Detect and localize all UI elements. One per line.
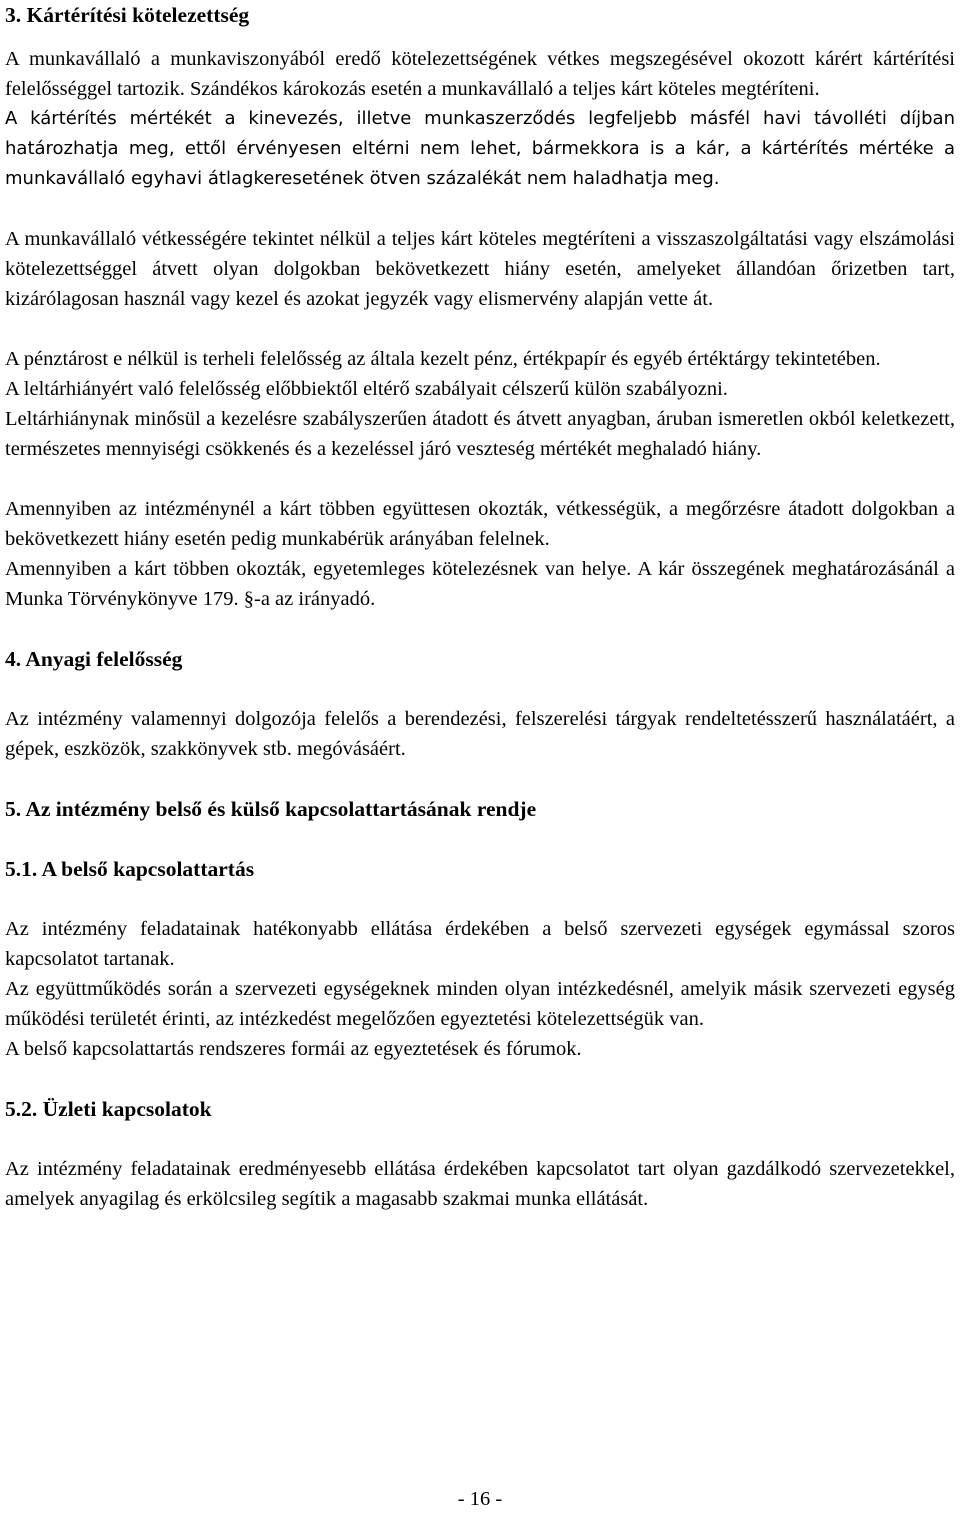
- section-5-heading: 5. Az intézmény belső és külső kapcsolattartásának rendje: [5, 797, 537, 821]
- paragraph-regular-forms: A belső kapcsolattartás rendszeres formái az egyeztetések és fórumok.: [5, 1038, 582, 1060]
- page-number: - 16 -: [457, 1488, 503, 1510]
- section-5-1-heading: 5.1. A belső kapcsolattartás: [5, 857, 255, 881]
- paragraph-coordination-obligation: Az együttműködés során a szervezeti egységeknek minden olyan intézkedésnél, amelyik másik szervezeti egység működési területét érinti, az intézkedést megelőzően egyeztetési kötelezettségük van.: [5, 978, 955, 1030]
- paragraph-cashier-liability: A pénztárost e nélkül is terheli felelősség az általa kezelt pénz, értékpapír és egyéb értéktárgy tekintetében.: [5, 348, 881, 370]
- paragraph-compensation-amount: A kártérítés mértékét a kinevezés, illetve munkaszerződés legfeljebb másfél havi távolléti díjban határozhatja meg, ettől érvényesen eltérni nem lehet, bármekkora is a kár, a kártérítés mértéke a munkavállaló egyhavi átlagkeresetének ötven százalékát nem haladhatja meg.: [5, 108, 955, 189]
- paragraph-inventory-shortage-rules: A leltárhiányért való felelősség előbbiektől eltérő szabályait célszerű külön szabályozni.: [5, 378, 728, 400]
- paragraph-inventory-shortage-definition: Leltárhiánynak minősül a kezelésre szabályszerűen átadott és átvett anyagban, áruban ismeretlen okból keletkezett, természetes mennyiségi csökkenés és a kezeléssel járó veszteség mértékét meghaladó hiány.: [5, 408, 955, 460]
- document-page: [5, 0, 955, 1214]
- paragraph-joint-liability: Amennyiben a kárt többen okozták, egyetemleges kötelezésnek van helye. A kár összegének meghatározásánál a Munka Törvénykönyve 179. §-a az irányadó.: [5, 558, 955, 610]
- section-5-2-heading: 5.2. Üzleti kapcsolatok: [5, 1097, 212, 1121]
- paragraph-damage-liability: A munkavállaló a munkaviszonyából eredő kötelezettségének vétkes megszegésével okozott kárért kártérítési felelősséggel tartozik. Szándékos károkozás esetén a munkavállaló a teljes kárt köteles megtéríteni.: [5, 48, 955, 100]
- paragraph-joint-damage: Amennyiben az intézménynél a kárt többen együttesen okozták, vétkességük, a megőrzésre átadott dolgokban a bekövetkezett hiány esetén pedig munkabérük arányában felelnek.: [5, 498, 955, 550]
- section-4-heading: 4. Anyagi felelősség: [5, 647, 183, 671]
- paragraph-internal-cooperation: Az intézmény feladatainak hatékonyabb ellátása érdekében a belső szervezeti egységek egymással szoros kapcsolatot tartanak.: [5, 918, 955, 970]
- paragraph-full-liability: A munkavállaló vétkességére tekintet nélkül a teljes kárt köteles megtéríteni a visszaszolgáltatási vagy elszámolási kötelezettséggel átvett olyan dolgokban bekövetkezett hiány esetén, amelyeket állandóan őrizetben tart, kizárólagosan használ vagy kezel és azokat jegyzék vagy elismervény alapján vette át.: [5, 228, 955, 310]
- paragraph-business-relations: Az intézmény feladatainak eredményesebb ellátása érdekében kapcsolatot tart olyan gazdálkodó szervezetekkel, amelyek anyagilag és erkölcsileg segítik a magasabb szakmai munka ellátását.: [5, 1158, 955, 1210]
- paragraph-material-liability: Az intézmény valamennyi dolgozója felelős a berendezési, felszerelési tárgyak rendeltetésszerű használatáért, a gépek, eszközök, szakkönyvek stb. megóvásáért.: [5, 708, 955, 760]
- section-3-heading: 3. Kártérítési kötelezettség: [5, 3, 250, 27]
